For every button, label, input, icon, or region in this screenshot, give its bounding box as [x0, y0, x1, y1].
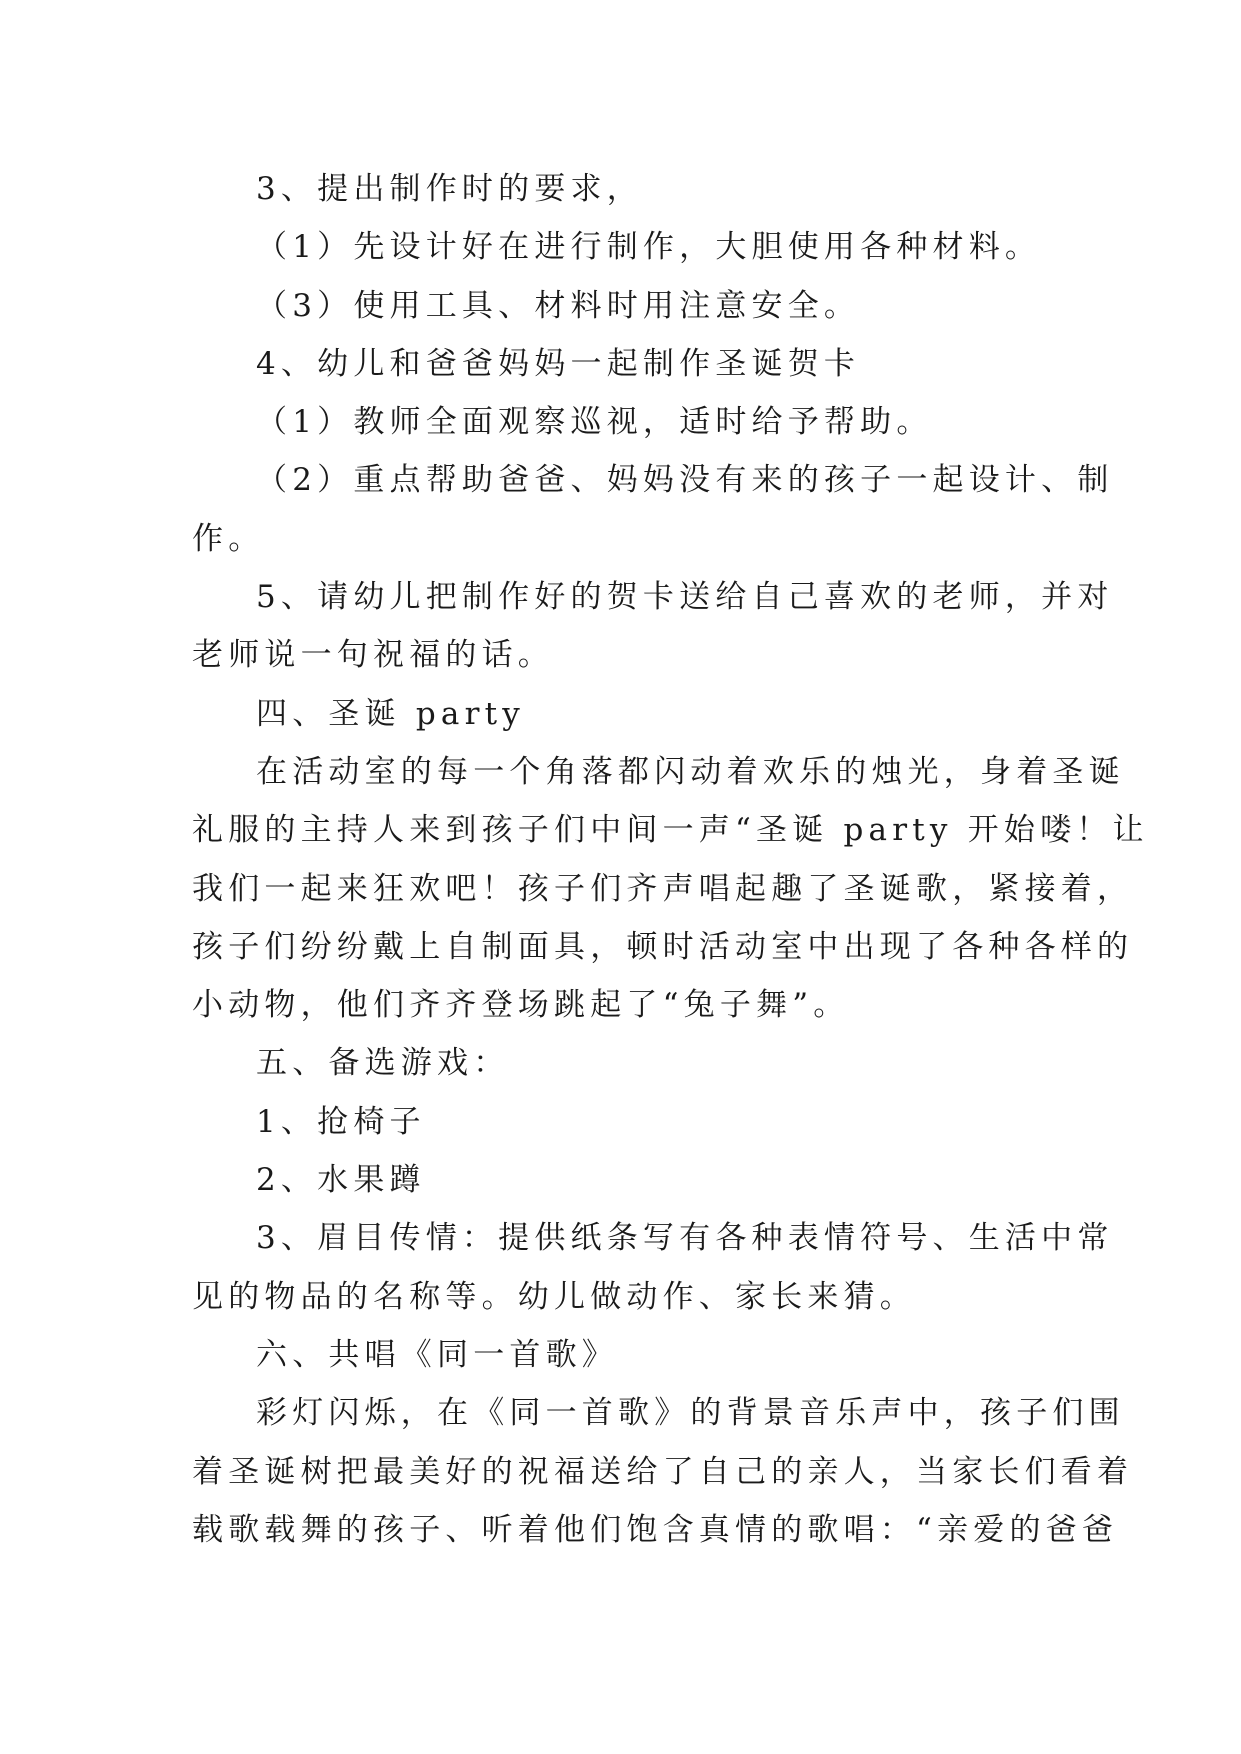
game-3-line-1: 3、眉目传情：提供纸条写有各种表情符号、生活中常	[256, 1220, 1114, 1257]
step-4-item-1: （1）教师全面观察巡视，适时给予帮助。	[256, 404, 933, 441]
song-paragraph-line-3: 载歌载舞的孩子、听着他们饱含真情的歌唱：“亲爱的爸爸	[192, 1511, 1119, 1548]
song-paragraph-line-2: 着圣诞树把最美好的祝福送给了自己的亲人，当家长们看着	[192, 1453, 1134, 1490]
party-paragraph-line-2: 礼服的主持人来到孩子们中间一声“圣诞 party 开始喽！让	[192, 812, 1149, 849]
party-paragraph-line-3: 我们一起来狂欢吧！孩子们齐声唱起趣了圣诞歌，紧接着，	[192, 870, 1134, 907]
step-4-item-2-cont: 作。	[192, 520, 265, 557]
party-paragraph-line-1: 在活动室的每一个角落都闪动着欢乐的烛光，身着圣诞	[256, 753, 1125, 790]
section-6-heading: 六、共唱《同一首歌》	[256, 1336, 618, 1373]
step-3-item-3: （3）使用工具、材料时用注意安全。	[256, 287, 861, 324]
game-3-line-2: 见的物品的名称等。幼儿做动作、家长来猜。	[192, 1278, 916, 1315]
party-paragraph-line-4: 孩子们纷纷戴上自制面具，顿时活动室中出现了各种各样的	[192, 928, 1134, 965]
section-5-heading: 五、备选游戏：	[256, 1045, 510, 1082]
step-4-item-2: （2）重点帮助爸爸、妈妈没有来的孩子一起设计、制	[256, 462, 1114, 499]
section-4-heading: 四、圣诞 party	[256, 695, 525, 732]
game-1: 1、抢椅子	[256, 1103, 426, 1140]
step-5-text-cont: 老师说一句祝福的话。	[192, 637, 554, 674]
step-3-heading: 3、提出制作时的要求，	[256, 171, 643, 207]
step-3-item-1: （1）先设计好在进行制作，大胆使用各种材料。	[256, 229, 1042, 266]
party-paragraph-line-5: 小动物，他们齐齐登场跳起了“兔子舞”。	[192, 987, 850, 1024]
game-2: 2、水果蹲	[256, 1162, 426, 1199]
song-paragraph-line-1: 彩灯闪烁，在《同一首歌》的背景音乐声中，孩子们围	[256, 1395, 1125, 1432]
document-body	[192, 160, 1149, 1559]
step-5-text: 5、请幼儿把制作好的贺卡送给自己喜欢的老师，并对	[256, 579, 1114, 616]
step-4-heading: 4、幼儿和爸爸妈妈一起制作圣诞贺卡	[256, 345, 861, 382]
